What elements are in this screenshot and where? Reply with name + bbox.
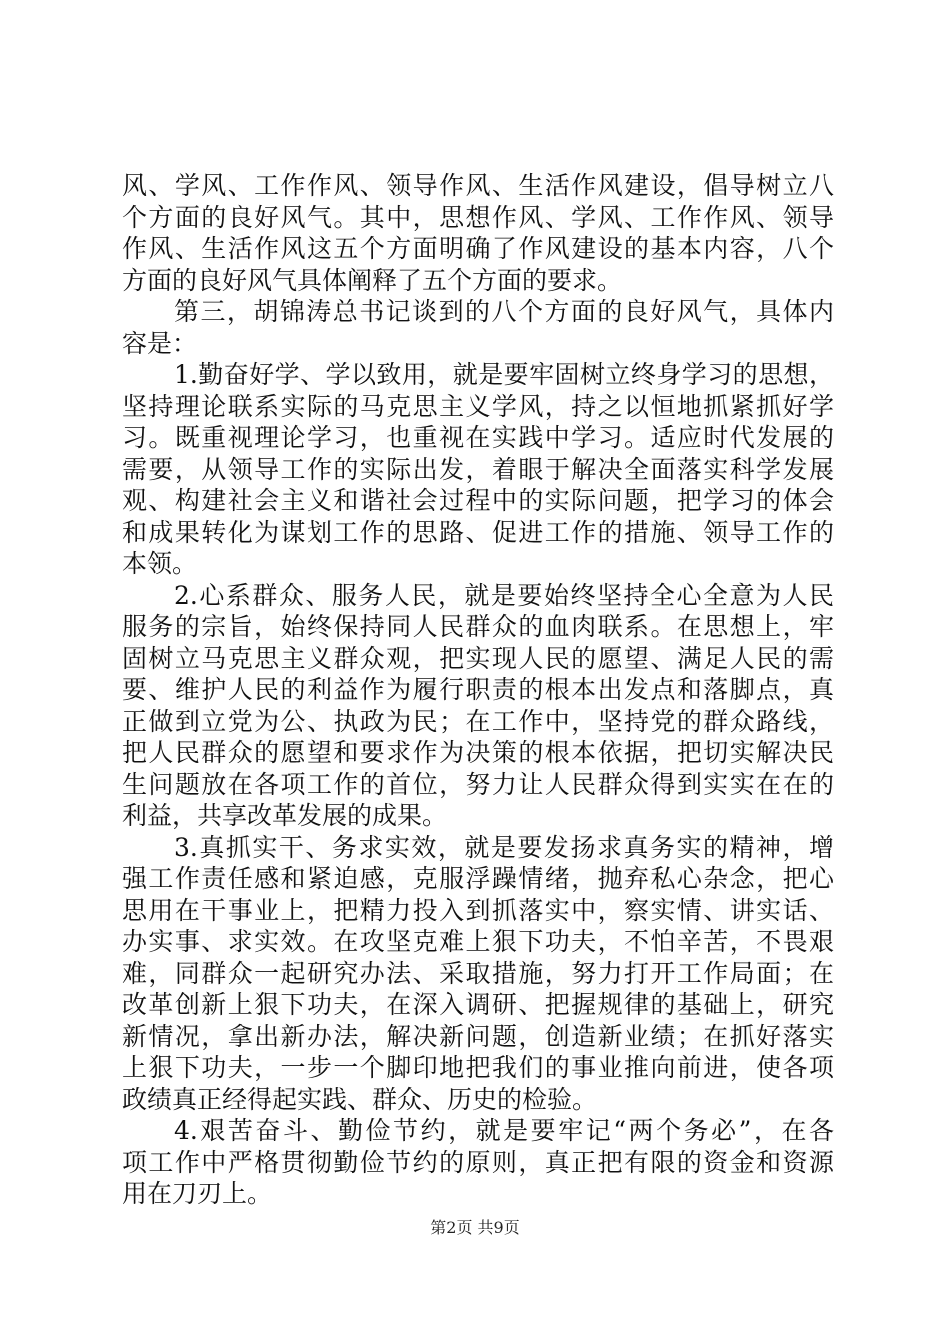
text-line: 本领。 [122,549,198,578]
text-line: 生问题放在各项工作的首位，努力让人民群众得到实实在在的 [122,769,834,799]
text-line: 把人民群众的愿望和要求作为决策的根本依据，把切实解决民 [122,738,834,767]
text-line: 4.艰苦奋斗、勤俭节约，就是要牢记“两个务必”，在各 [174,1116,834,1145]
text-line: 思用在干事业上，把精力投入到抓落实中，察实情、讲实话、 [122,895,834,925]
text-line: 正做到立党为公、执政为民；在工作中，坚持党的群众路线， [122,706,834,736]
text-line: 需要，从领导工作的实际出发，着眼于解决全面落实科学发展 [122,454,834,484]
text-line: 和成果转化为谋划工作的思路、促进工作的措施、领导工作的 [122,517,834,547]
text-line: 个方面的良好风气。其中，思想作风、学风、工作作风、领导 [122,202,834,232]
text-line: 强工作责任感和紧迫感，克服浮躁情绪，抛弃私心杂念，把心 [122,864,834,893]
text-line: 要、维护人民的利益作为履行职责的根本出发点和落脚点，真 [122,675,834,704]
page-footer: 第2页 共9页 [430,1218,520,1237]
text-line: 用在刀刃上。 [122,1179,273,1208]
text-line: 固树立马克思主义群众观，把实现人民的愿望、满足人民的需 [122,643,834,673]
text-line: 上狠下功夫，一步一个脚印地把我们的事业推向前进，使各项 [122,1053,834,1082]
text-line: 容是： [122,328,198,358]
text-line: 难，同群众一起研究办法、采取措施，努力打开工作局面；在 [122,958,834,988]
text-line: 观、构建社会主义和谐社会过程中的实际问题，把学习的体会 [122,486,834,515]
text-line: 第三，胡锦涛总书记谈到的八个方面的良好风气，具体内 [174,297,834,326]
text-line: 2.心系群众、服务人民，就是要始终坚持全心全意为人民 [174,580,834,610]
text-line: 改革创新上狠下功夫，在深入调研、把握规律的基础上，研究 [122,990,834,1019]
document-body [122,170,834,1210]
text-line: 风、学风、工作作风、领导作风、生活作风建设，倡导树立八 [122,171,834,200]
text-line: 服务的宗旨，始终保持同人民群众的血肉联系。在思想上，牢 [122,612,834,641]
text-line: 习。既重视理论学习，也重视在实践中学习。适应时代发展的 [122,423,834,452]
text-line: 利益，共享改革发展的成果。 [122,801,448,830]
text-line: 作风、生活作风这五个方面明确了作风建设的基本内容，八个 [122,234,834,263]
text-line: 1.勤奋好学、学以致用，就是要牢固树立终身学习的思想， [174,360,834,389]
text-line: 坚持理论联系实际的马克思主义学风，持之以恒地抓紧抓好学 [122,391,834,421]
text-line: 项工作中严格贯彻勤俭节约的原则，真正把有限的资金和资源 [122,1147,834,1177]
text-line: 新情况，拿出新办法，解决新问题，创造新业绩；在抓好落实 [122,1021,834,1051]
text-line: 3.真抓实干、务求实效，就是要发扬求真务实的精神，增 [174,832,834,862]
text-line: 办实事、求实效。在攻坚克难上狠下功夫，不怕辛苦，不畏艰 [122,927,834,956]
text-line: 政绩真正经得起实践、群众、历史的检验。 [122,1084,598,1114]
text-line: 方面的良好风气具体阐释了五个方面的要求。 [122,265,623,295]
